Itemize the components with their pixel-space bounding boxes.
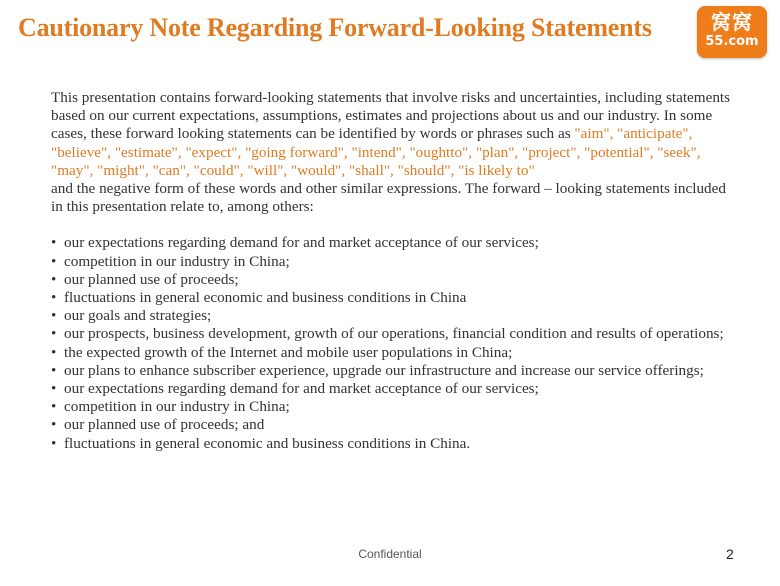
brand-logo [697,6,767,58]
bullet-item: • our expectations regarding demand for and market acceptance of our services; [51,380,741,398]
confidential-footer: Confidential [358,547,422,561]
slide-title: Cautionary Note Regarding Forward-Looking Statements [18,13,652,42]
bullet-item: • fluctuations in general economic and business conditions in China [51,289,741,307]
bullet-item: • competition in our industry in China; [51,253,741,271]
disclaimer-body [51,89,741,453]
logo-domain-text: 55.com [705,34,759,49]
logo-chinese-text: 窝窝 [711,10,753,34]
bullet-item: • our planned use of proceeds; [51,271,741,289]
paragraph-spacer [51,216,741,234]
bullet-item: • fluctuations in general economic and business conditions in China. [51,435,741,453]
intro-text: This presentation contains forward-looking statements that involve risks and uncertainties, including statements based on our current expectations, assumptions, estimates and projections about us and our industry. In some cases, these forward looking statements can be identified by words or phrases such as [51,89,731,143]
intro-paragraph [51,89,741,180]
keywords-text: "aim", "anticipate", "believe", "estimate", "expect", "going forward", "intend", "oughtto", "plan", "project", "potential", "seek", "may", "might", "can", "could", "will", "would", "shall", "should", "is likely to" [51,125,701,179]
bullet-item: • our expectations regarding demand for and market acceptance of our services; [51,234,741,252]
page-number: 2 [726,546,734,562]
bullet-item: • the expected growth of the Internet and mobile user populations in China; [51,344,741,362]
bullet-item: • competition in our industry in China; [51,398,741,416]
bullet-list [51,234,741,452]
bullet-item: • our plans to enhance subscriber experience, upgrade our infrastructure and increase our service offerings; [51,362,741,380]
bullet-item: • our goals and strategies; [51,307,741,325]
continuation-paragraph: and the negative form of these words and other similar expressions. The forward – looking statements included in this presentation relate to, among others: [51,180,726,216]
bullet-item: • our prospects, business development, growth of our operations, financial condition and results of operations; [51,325,741,343]
bullet-item: • our planned use of proceeds; and [51,416,741,434]
